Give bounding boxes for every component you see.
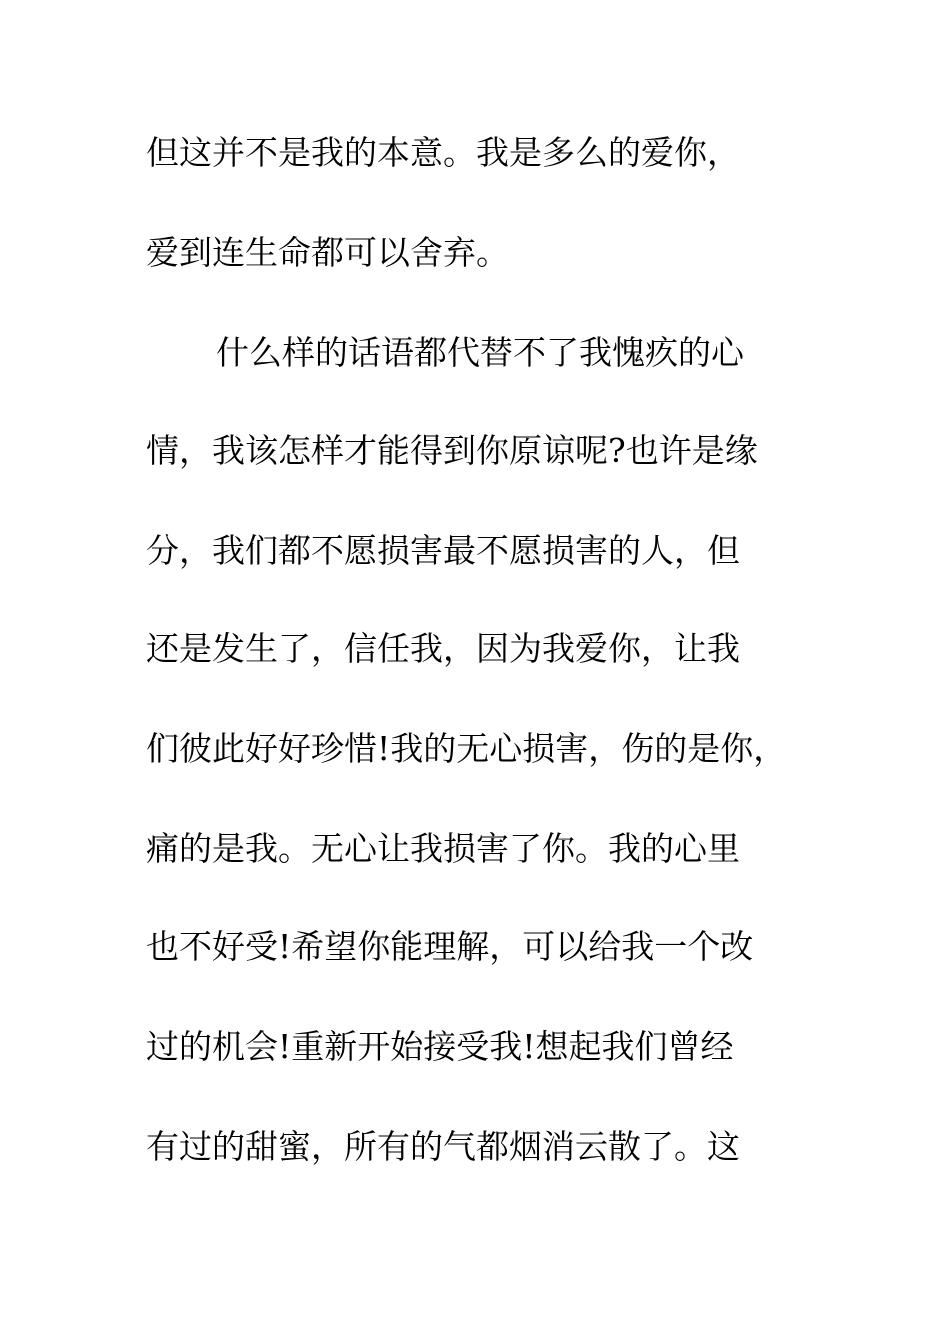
- text-line: 们彼此好好珍惜!我的无心损害，伤的是你，: [146, 729, 787, 768]
- text-line: 但这并不是我的本意。我是多么的爱你，: [146, 133, 740, 172]
- text-line: 痛的是我。无心让我损害了你。我的心里: [146, 829, 740, 868]
- text-line: 还是发生了，信任我，因为我爱你，让我: [146, 629, 740, 668]
- text-line: 分，我们都不愿损害最不愿损害的人，但: [146, 531, 740, 570]
- paragraph-first-line: 什么样的话语都代替不了我愧疚的心: [216, 333, 744, 372]
- text-line: 情，我该怎样才能得到你原谅呢?也许是缘: [146, 431, 758, 470]
- text-line: 也不好受!希望你能理解，可以给我一个改: [146, 927, 754, 966]
- text-line: 爱到连生命都可以舍弃。: [146, 233, 509, 272]
- text-line: 过的机会!重新开始接受我!想起我们曾经: [146, 1027, 734, 1066]
- text-line: 有过的甜蜜，所有的气都烟消云散了。这: [146, 1127, 740, 1166]
